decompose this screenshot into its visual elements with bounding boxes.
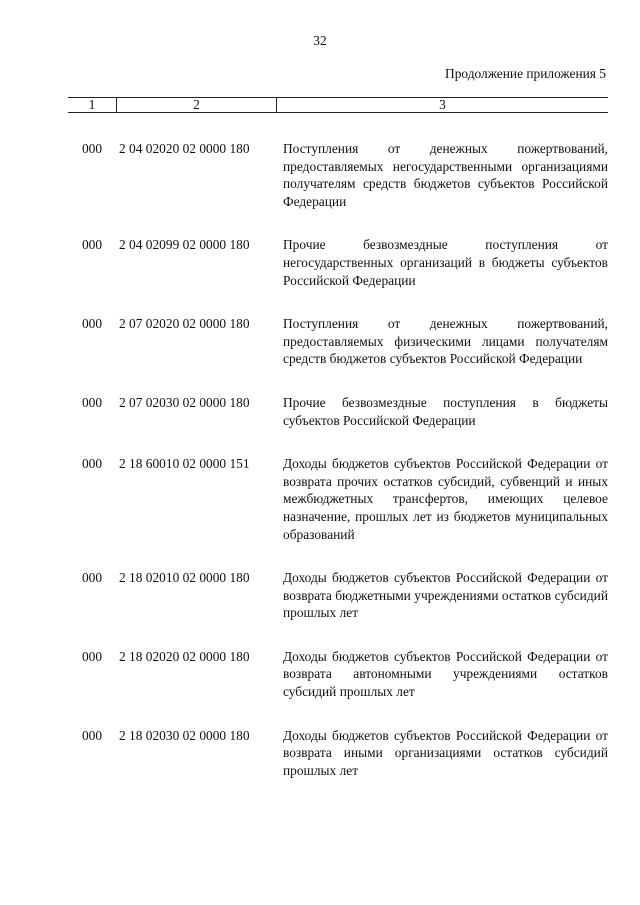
row-code: 2 07 02020 02 0000 180 xyxy=(119,316,250,332)
table-row xyxy=(68,648,608,701)
header-col-1: 1 xyxy=(88,97,96,112)
row-description: Прочие безвозмездные поступления от негосударственных организаций в бюджеты субъектов Российской Федерации xyxy=(283,237,608,288)
row-code: 2 18 02030 02 0000 180 xyxy=(119,727,250,743)
row-prefix: 000 xyxy=(81,648,103,664)
table-row xyxy=(68,236,608,289)
row-description: Доходы бюджетов субъектов Российской Федерации от возврата автономными учреждениями остатков субсидий прошлых лет xyxy=(283,648,608,700)
page-number: 32 xyxy=(313,33,327,48)
row-code: 2 18 02020 02 0000 180 xyxy=(119,648,250,664)
row-code: 2 04 02099 02 0000 180 xyxy=(119,237,250,253)
table-row xyxy=(68,140,608,210)
row-code: 2 04 02020 02 0000 180 xyxy=(119,141,250,156)
row-description: Поступления от денежных пожертвований, предоставляемых негосударственными организациями получателям средств бюджетов субъектов Российской Федерации xyxy=(283,141,608,209)
table-body xyxy=(68,140,608,779)
table-row xyxy=(68,569,608,622)
row-prefix: 000 xyxy=(81,727,103,743)
row-description: Доходы бюджетов субъектов Российской Федерации от возврата прочих остатков субсидий, субвенций и иных межбюджетных трансфертов, имеющих целевое назначение, прошлых лет из бюджетов муниципальных образований xyxy=(283,456,608,542)
header-col-3: 3 xyxy=(439,97,446,112)
table-header xyxy=(68,97,608,113)
row-prefix: 000 xyxy=(81,570,103,586)
row-prefix: 000 xyxy=(81,141,103,156)
continuation-label: Продолжение приложения 5 xyxy=(445,66,606,81)
row-description: Поступления от денежных пожертвований, предоставляемых физическими лицами получателям средств бюджетов субъектов Российской Федерации xyxy=(283,316,608,367)
header-col-2: 2 xyxy=(116,98,277,112)
table-row xyxy=(68,727,608,780)
row-code: 2 07 02030 02 0000 180 xyxy=(119,394,250,410)
row-prefix: 000 xyxy=(81,456,103,472)
row-description: Доходы бюджетов субъектов Российской Федерации от возврата бюджетными учреждениями остатков субсидий прошлых лет xyxy=(283,570,608,621)
table-row xyxy=(68,394,608,429)
row-prefix: 000 xyxy=(81,316,103,332)
table-row xyxy=(68,455,608,543)
row-code: 2 18 02010 02 0000 180 xyxy=(119,570,250,586)
row-description: Прочие безвозмездные поступления в бюджеты субъектов Российской Федерации xyxy=(283,394,608,428)
row-prefix: 000 xyxy=(81,394,103,410)
row-code: 2 18 60010 02 0000 151 xyxy=(119,456,250,472)
row-description: Доходы бюджетов субъектов Российской Федерации от возврата иными организациями остатков субсидий прошлых лет xyxy=(283,727,608,778)
table-row xyxy=(68,315,608,368)
row-prefix: 000 xyxy=(81,237,103,253)
